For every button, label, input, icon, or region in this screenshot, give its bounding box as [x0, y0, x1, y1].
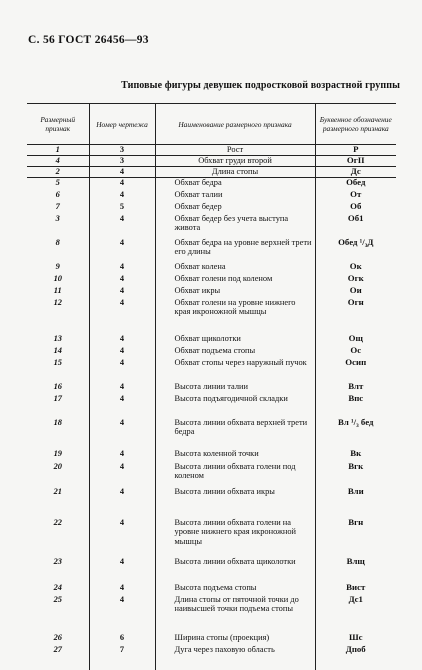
- row-drawing-number: 4: [89, 418, 155, 449]
- column-header-code: Буквенное обозначение размерного признака: [315, 104, 396, 145]
- row-feature-name: [155, 633, 315, 645]
- row-number: 24: [53, 582, 62, 592]
- row-drawing-number: 4: [89, 190, 155, 202]
- table-row: [27, 583, 396, 595]
- row-drawing-number: 4: [89, 358, 155, 382]
- row-drawing-number: 7: [89, 645, 155, 670]
- row-feature-code: Вл ¹/₃ бед: [315, 418, 396, 449]
- table-row: [27, 178, 396, 190]
- row-drawing-number: 4: [89, 583, 155, 595]
- table-body: [27, 145, 396, 670]
- row-drawing-number: 4: [89, 462, 155, 487]
- row-number: 3: [55, 213, 60, 223]
- row-feature-name: [155, 487, 315, 518]
- row-number: 2: [27, 167, 89, 178]
- row-drawing-number: 4: [89, 262, 155, 274]
- row-feature-name: [155, 190, 315, 202]
- row-number: 4: [27, 156, 89, 167]
- row-feature-code: Об: [315, 202, 396, 214]
- row-number: 14: [53, 345, 62, 355]
- row-feature-name: [155, 262, 315, 274]
- row-number: 16: [53, 381, 62, 391]
- table-row: [27, 633, 396, 645]
- row-feature-code: Ок: [315, 262, 396, 274]
- row-number: 6: [55, 189, 60, 199]
- row-number: 1: [27, 145, 89, 156]
- row-feature-name: [155, 382, 315, 394]
- row-feature-name-text: Обхват подъема стопы: [174, 345, 256, 355]
- measurements-table: [27, 103, 396, 670]
- row-feature-name: [155, 178, 315, 190]
- row-feature-name-text: Рост: [226, 145, 244, 154]
- table-row: [27, 557, 396, 583]
- row-number: 9: [55, 261, 60, 271]
- row-drawing-number: 4: [89, 286, 155, 298]
- row-feature-code: Огн: [315, 298, 396, 334]
- table-row: [27, 214, 396, 238]
- row-drawing-number: 3: [89, 145, 155, 156]
- row-drawing-number: 4: [89, 214, 155, 238]
- row-drawing-number: 4: [89, 449, 155, 462]
- row-feature-name-text: Обхват груди второй: [198, 156, 272, 165]
- row-feature-code: Ощ: [315, 334, 396, 346]
- row-number: 8: [55, 237, 60, 247]
- row-feature-name-text: Высота линии обхвата икры: [174, 486, 275, 496]
- row-feature-name-text: Обхват талии: [174, 189, 223, 199]
- table-row: [27, 167, 396, 178]
- row-feature-name: [155, 358, 315, 382]
- row-feature-name: [155, 238, 315, 262]
- row-feature-name: [155, 145, 315, 156]
- row-number: 11: [53, 285, 62, 295]
- row-feature-name: [155, 418, 315, 449]
- row-feature-name: [155, 645, 315, 670]
- table-row: [27, 190, 396, 202]
- row-number: 7: [55, 201, 60, 211]
- row-drawing-number: 4: [89, 557, 155, 583]
- row-drawing-number: 4: [89, 298, 155, 334]
- table-row: [27, 202, 396, 214]
- table-title: Типовые фигуры девушек подростковой возрастной группы: [121, 80, 400, 91]
- row-feature-name: [155, 298, 315, 334]
- page-header: С. 56 ГОСТ 26456—93: [28, 34, 149, 46]
- table-row: [27, 274, 396, 286]
- row-feature-code: Осип: [315, 358, 396, 382]
- row-feature-code: ОгII: [315, 156, 396, 167]
- row-feature-code: Об1: [315, 214, 396, 238]
- row-feature-name-text: Высота подъема стопы: [174, 582, 257, 592]
- row-feature-name: [155, 518, 315, 557]
- column-header-feature: Размерный признак: [27, 104, 89, 145]
- row-feature-code: Огк: [315, 274, 396, 286]
- row-feature-name-text: Длина стопы от пяточной точки до наивысшей точки подъема стопы: [174, 594, 299, 614]
- row-feature-code: Обед ¹/₃Д: [315, 238, 396, 262]
- row-number: 17: [53, 393, 62, 403]
- row-feature-code: Дс: [315, 167, 396, 178]
- table-row: [27, 334, 396, 346]
- row-feature-name: [155, 557, 315, 583]
- row-feature-name: [155, 595, 315, 633]
- row-feature-code: Вли: [315, 487, 396, 518]
- row-feature-code: Дпоб: [315, 645, 396, 670]
- row-feature-name: [155, 214, 315, 238]
- row-number: 27: [53, 644, 62, 654]
- row-feature-name-text: Ширина стопы (проекция): [174, 632, 270, 642]
- row-number: 18: [53, 417, 62, 427]
- row-feature-code: Ои: [315, 286, 396, 298]
- table-row: [27, 487, 396, 518]
- row-feature-name-text: Обхват бедер без учета выступа живота: [174, 213, 289, 233]
- row-feature-name-text: Высота линии обхвата верхней трети бедра: [174, 417, 308, 437]
- row-feature-code: Обед: [315, 178, 396, 190]
- row-feature-name: [155, 394, 315, 418]
- column-header-drawing: Номер чертежа: [89, 104, 155, 145]
- row-number: 23: [53, 556, 62, 566]
- row-feature-code: Влт: [315, 382, 396, 394]
- table-row: [27, 286, 396, 298]
- row-drawing-number: 6: [89, 633, 155, 645]
- row-number: 20: [53, 461, 62, 471]
- row-feature-name: [155, 286, 315, 298]
- table-row: [27, 238, 396, 262]
- row-number: 19: [53, 448, 62, 458]
- row-feature-code: От: [315, 190, 396, 202]
- table-row: [27, 346, 396, 358]
- row-feature-name: [155, 274, 315, 286]
- row-drawing-number: 4: [89, 346, 155, 358]
- row-feature-code: Вгн: [315, 518, 396, 557]
- row-feature-code: Р: [315, 145, 396, 156]
- row-feature-code: Влщ: [315, 557, 396, 583]
- row-number: 10: [53, 273, 62, 283]
- row-feature-name: [155, 449, 315, 462]
- row-drawing-number: 4: [89, 487, 155, 518]
- row-feature-code: Дс1: [315, 595, 396, 633]
- row-feature-name-text: Обхват икры: [174, 285, 221, 295]
- table-header-row: [27, 104, 396, 145]
- row-drawing-number: 4: [89, 274, 155, 286]
- row-feature-code: Впс: [315, 394, 396, 418]
- row-feature-name-text: Длина стопы: [211, 167, 259, 176]
- row-drawing-number: 3: [89, 156, 155, 167]
- row-feature-name: [155, 462, 315, 487]
- column-header-name: Наименование размерного признака: [155, 104, 315, 145]
- row-feature-name-text: Обхват колена: [174, 261, 226, 271]
- row-feature-code: Шс: [315, 633, 396, 645]
- table-row: [27, 418, 396, 449]
- row-feature-name-text: Обхват голени под коленом: [174, 273, 273, 283]
- row-drawing-number: 4: [89, 167, 155, 178]
- row-feature-name: [155, 346, 315, 358]
- table-row: [27, 645, 396, 670]
- row-feature-code: Вгк: [315, 462, 396, 487]
- row-feature-name-text: Высота коленной точки: [174, 448, 259, 458]
- row-number: 12: [53, 297, 62, 307]
- row-number: 5: [55, 178, 60, 187]
- row-feature-name-text: Обхват бедра на уровне верхней трети его длины: [174, 237, 312, 257]
- table-row: [27, 595, 396, 633]
- table-row: [27, 298, 396, 334]
- row-feature-name-text: Обхват бедер: [174, 201, 222, 211]
- row-feature-name-text: Высота подъягодичной складки: [174, 393, 288, 403]
- row-drawing-number: 4: [89, 178, 155, 190]
- table-row: [27, 156, 396, 167]
- row-drawing-number: 4: [89, 595, 155, 633]
- row-number: 22: [53, 517, 62, 527]
- row-number: 15: [53, 357, 62, 367]
- row-drawing-number: 4: [89, 518, 155, 557]
- row-feature-code: Ос: [315, 346, 396, 358]
- table-row: [27, 358, 396, 382]
- row-drawing-number: 4: [89, 394, 155, 418]
- row-feature-name-text: Высота линии обхвата щиколотки: [174, 556, 296, 566]
- table-row: [27, 382, 396, 394]
- row-feature-name-text: Высота линии обхвата голени под коленом: [174, 461, 296, 481]
- row-feature-name-text: Высота линии талии: [174, 381, 248, 391]
- row-drawing-number: 5: [89, 202, 155, 214]
- row-feature-name: [155, 334, 315, 346]
- row-feature-name: [155, 583, 315, 595]
- row-drawing-number: 4: [89, 238, 155, 262]
- table-row: [27, 145, 396, 156]
- row-feature-name-text: Высота линии обхвата голени на уровне нижнего края икроножной мышцы: [174, 517, 297, 547]
- row-feature-code: Вк: [315, 449, 396, 462]
- row-feature-code: Вист: [315, 583, 396, 595]
- row-feature-name: [155, 202, 315, 214]
- row-feature-name-text: Дуга через паховую область: [174, 644, 275, 654]
- row-number: 21: [53, 486, 62, 496]
- row-feature-name-text: Обхват щиколотки: [174, 333, 241, 343]
- row-number: 25: [53, 594, 62, 604]
- table-row: [27, 518, 396, 557]
- row-feature-name-text: Обхват стопы через наружный пучок: [174, 357, 307, 367]
- row-number: 13: [53, 333, 62, 343]
- row-feature-name: [155, 156, 315, 167]
- table-row: [27, 462, 396, 487]
- table-row: [27, 449, 396, 462]
- row-feature-name-text: Обхват голени на уровне нижнего края икроножной мышцы: [174, 297, 296, 317]
- row-drawing-number: 4: [89, 334, 155, 346]
- row-feature-name-text: Обхват бедра: [174, 178, 222, 187]
- row-feature-name: [155, 167, 315, 178]
- table-row: [27, 262, 396, 274]
- row-number: 26: [53, 632, 62, 642]
- table-row: [27, 394, 396, 418]
- row-drawing-number: 4: [89, 382, 155, 394]
